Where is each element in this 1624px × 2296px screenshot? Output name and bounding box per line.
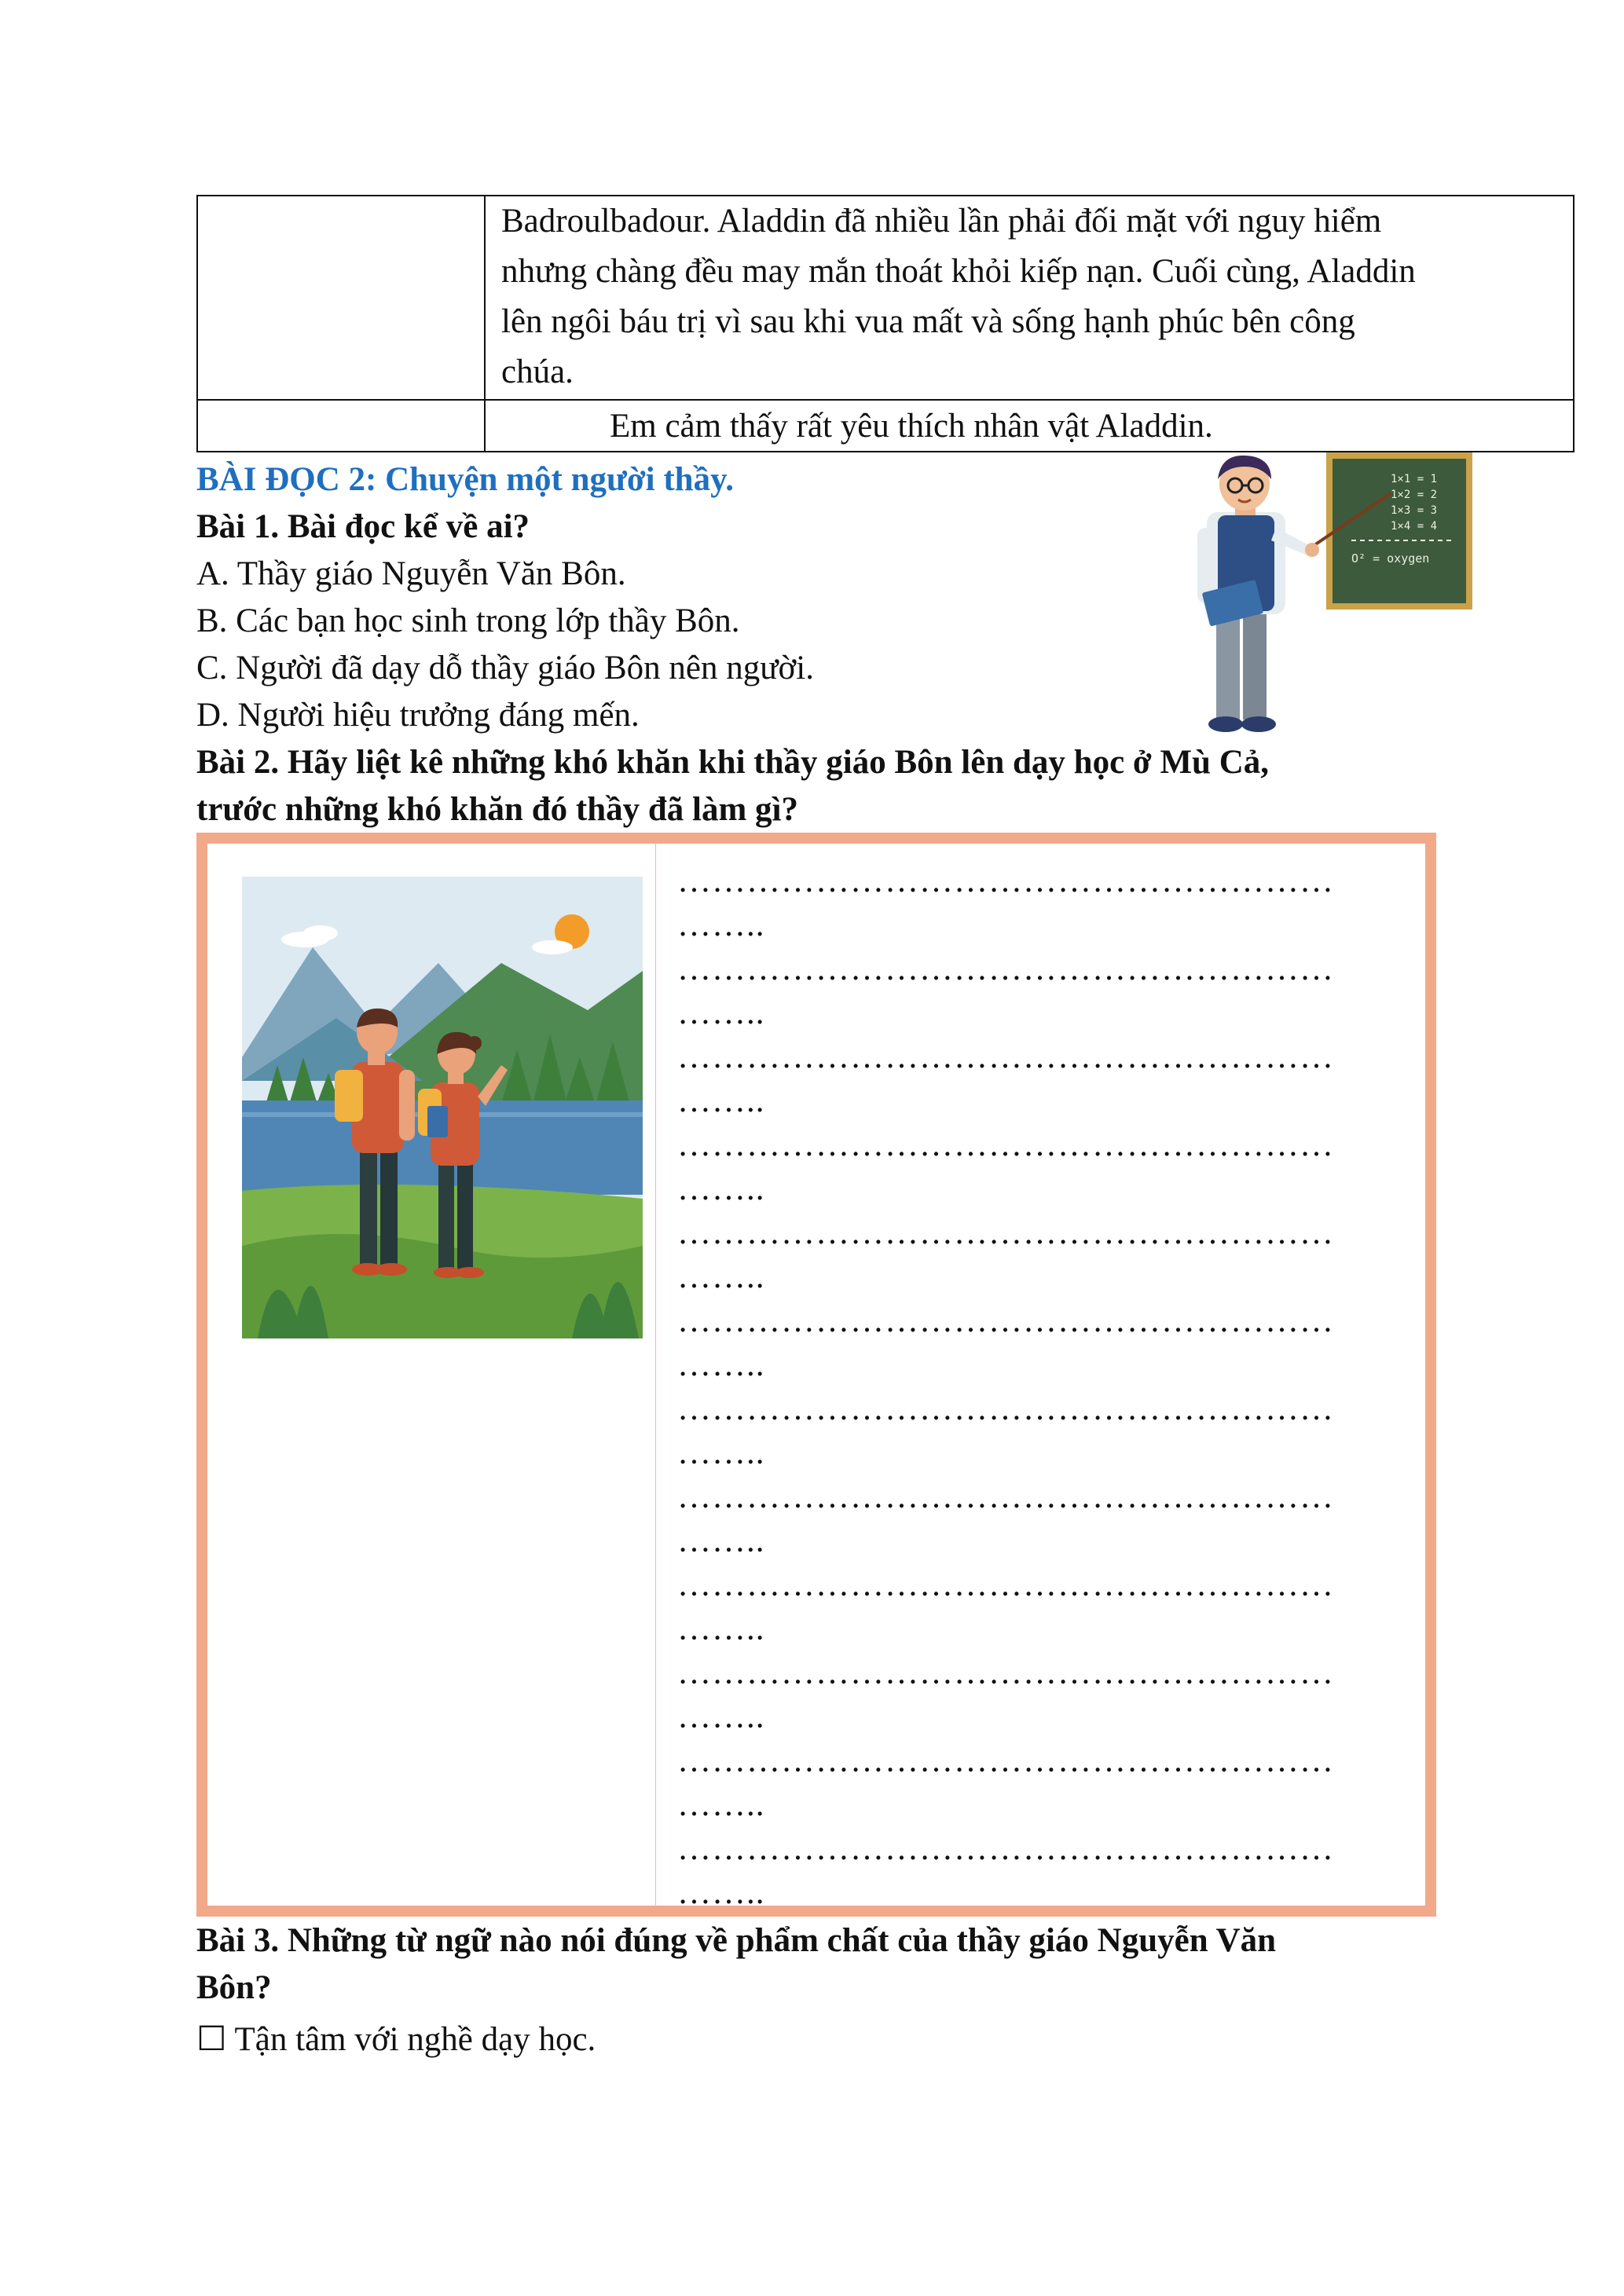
dotted-line[interactable]: ………………………………………………… <box>677 950 1334 987</box>
dotted-tail[interactable]: …….. <box>677 1698 765 1735</box>
dotted-tail[interactable]: …….. <box>677 1874 765 1911</box>
dotted-tail[interactable]: …….. <box>677 1522 765 1559</box>
dotted-tail[interactable]: …….. <box>677 1170 765 1207</box>
option-a: A. Thầy giáo Nguyễn Văn Bôn. <box>196 555 626 592</box>
dotted-line[interactable]: ………………………………………………… <box>677 1126 1334 1163</box>
dotted-line[interactable]: ………………………………………………… <box>677 862 1334 899</box>
story-line: Badroulbadour. Aladdin đã nhiều lần phải đối mặt với nguy hiểm <box>501 203 1382 240</box>
option-c: C. Người đã dạy dỗ thầy giáo Bôn nên người. <box>196 650 814 687</box>
dotted-line[interactable]: ………………………………………………… <box>677 1830 1334 1867</box>
option-d: D. Người hiệu trưởng đáng mến. <box>196 697 640 734</box>
question-2-line: trước những khó khăn đó thầy đã làm gì? <box>196 791 799 828</box>
table-column-divider <box>484 196 486 451</box>
reading-2-title: BÀI ĐỌC 2: Chuyện một người thầy. <box>196 461 734 498</box>
dotted-tail[interactable]: …….. <box>677 1346 765 1383</box>
blackboard-line: 1×2 = 2 <box>1391 489 1438 501</box>
dotted-tail[interactable]: …….. <box>677 994 765 1031</box>
hikers-illustration <box>242 877 643 1338</box>
blackboard-line: 1×3 = 3 <box>1391 504 1438 517</box>
table-row-divider <box>198 399 1573 401</box>
question-3-line: Bài 3. Những từ ngữ nào nói đúng về phẩm chất của thầy giáo Nguyễn Văn <box>196 1922 1277 1959</box>
dotted-line[interactable]: ………………………………………………… <box>677 1654 1334 1691</box>
answer-lines[interactable] <box>677 859 1334 1915</box>
dotted-tail[interactable]: …….. <box>677 1610 765 1647</box>
checkbox-option-1[interactable]: ☐ Tận tâm với nghề dạy học. <box>196 2021 596 2058</box>
question-2-line: Bài 2. Hãy liệt kê những khó khăn khi thầy giáo Bôn lên dạy học ở Mù Cả, <box>196 744 1270 781</box>
blackboard-line: 1×1 = 1 <box>1391 473 1438 485</box>
story-summary-cell <box>501 196 1554 397</box>
dotted-line[interactable]: ………………………………………………… <box>677 1742 1334 1779</box>
story-table <box>196 195 1575 452</box>
story-line: chúa. <box>501 353 574 390</box>
dotted-tail[interactable]: …….. <box>677 1082 765 1119</box>
blackboard-line: O² = oxygen <box>1351 551 1430 566</box>
blackboard-line: 1×4 = 4 <box>1391 520 1438 533</box>
dotted-line[interactable]: ………………………………………………… <box>677 1390 1334 1427</box>
dotted-tail[interactable]: …….. <box>677 1786 765 1823</box>
option-b: B. Các bạn học sinh trong lớp thầy Bôn. <box>196 602 740 639</box>
question-1: Bài 1. Bài đọc kể về ai? <box>196 508 530 545</box>
blackboard <box>1326 452 1472 610</box>
question-3-line: Bôn? <box>196 1969 272 2006</box>
dotted-line[interactable]: ………………………………………………… <box>677 1566 1334 1603</box>
feeling-cell: Em cảm thấy rất yêu thích nhân vật Aladdin. <box>610 408 1213 445</box>
dotted-tail[interactable]: …….. <box>677 1434 765 1471</box>
story-line: lên ngôi báu trị vì sau khi vua mất và sống hạnh phúc bên công <box>501 303 1355 340</box>
dotted-line[interactable]: ………………………………………………… <box>677 1478 1334 1515</box>
dotted-line[interactable]: ………………………………………………… <box>677 1214 1334 1251</box>
story-line: nhưng chàng đều may mắn thoát khỏi kiếp nạn. Cuối cùng, Aladdin <box>501 253 1416 290</box>
frame-divider <box>655 844 656 1906</box>
dotted-tail[interactable]: …….. <box>677 906 765 943</box>
dotted-line[interactable]: ………………………………………………… <box>677 1038 1334 1075</box>
teacher-illustration <box>1194 452 1485 740</box>
dotted-tail[interactable]: …….. <box>677 1258 765 1295</box>
dotted-line[interactable]: ………………………………………………… <box>677 1302 1334 1339</box>
